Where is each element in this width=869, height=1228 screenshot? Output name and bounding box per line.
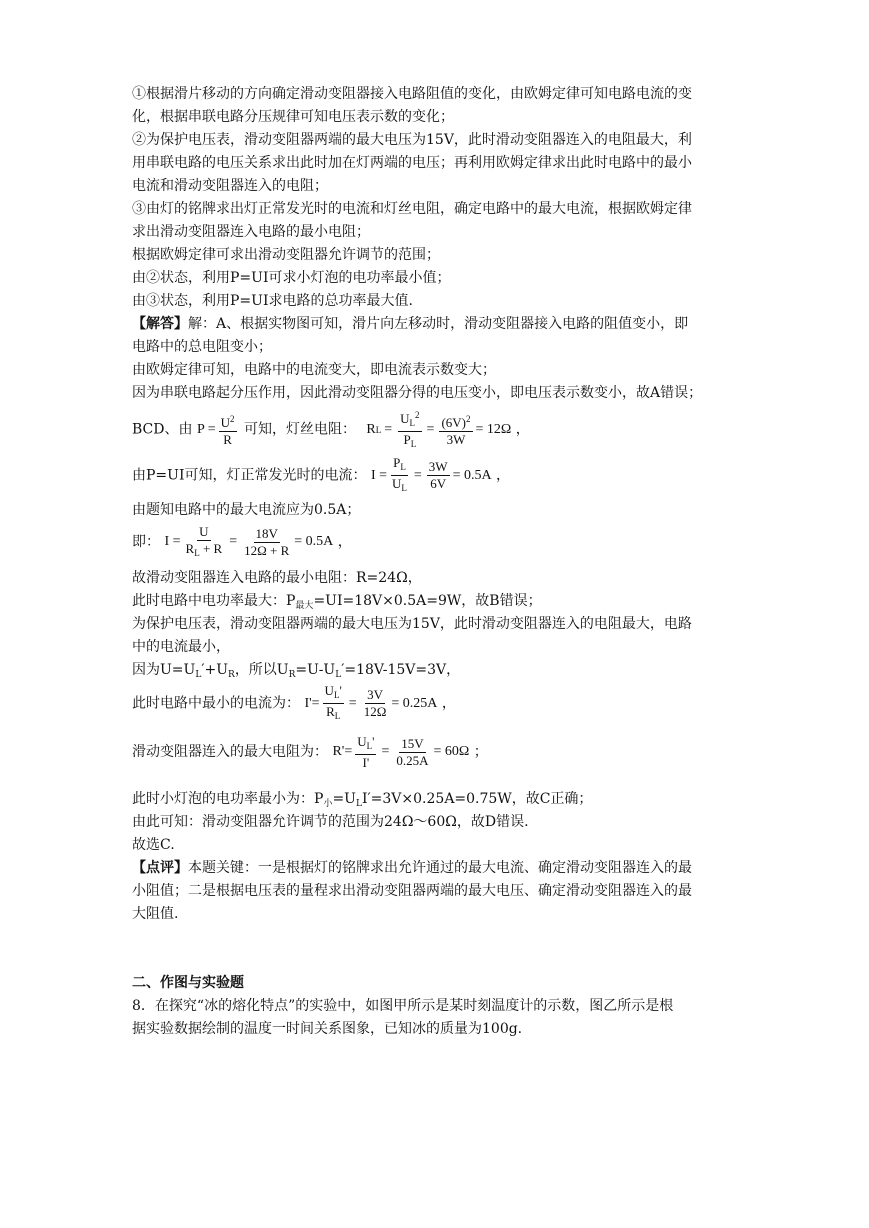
min-current-formula: I'= $\frac{U_L'}{R_L}$ = $\frac{3V}{12\Omega}$ = 0.25A — [304, 683, 438, 721]
analysis-line-3: ②为保护电压表，滑动变阻器两端的最大电压为15V，此时滑动变阻器连入的电阻最大，利 — [132, 132, 692, 148]
answer-line-14: 此时电路中最小的电流为： I'= $\frac{U_L'}{R_L}$ = $\frac{3V}{12\Omega}$ = 0.25A ， — [132, 683, 456, 721]
analysis-line-2: 化，根据串联电路分压规律可知电压表示数的变化； — [132, 109, 454, 125]
max-current-formula: I = $\frac{U}{R_L + R}$ = $\frac{18V}{12\Omega + R}$ = 0.5A — [164, 523, 334, 558]
max-resistance-formula: R'= $\frac{U_L'}{I'}$ = $\frac{15V}{0.25A}$ = 60Ω — [332, 733, 470, 770]
answer-line-17: 由此可知：滑动变阻器允许调节的范围为24Ω～60Ω，故D错误. — [132, 814, 529, 830]
answer-line-9: 故滑动变阻器连入电路的最小电阻：R=24Ω， — [132, 570, 422, 586]
answer-line-12: 中的电流最小， — [132, 639, 230, 655]
analysis-line-5: 电流和滑动变阻器连入的电阻； — [132, 178, 328, 194]
answer-line-2: 电路中的总电阻变小； — [132, 339, 272, 355]
filament-resistance-formula: R L = $\frac{U_L^2}{P_L}$ = $\frac{(6V)^2}{3W}$ = 12Ω — [366, 410, 512, 449]
question-8-line-1: 8．在探究“冰的熔化特点”的实验中，如图甲所示是某时刻温度计的示数，图乙所示是根 — [132, 998, 674, 1014]
answer-line-7: 由题知电路中的最大电流应为0.5A； — [132, 502, 361, 518]
answer-line-3: 由欧姆定律可知，电路中的电流变大，即电流表示数变大； — [132, 362, 496, 378]
answer-line-13: 因为$U=U_L'+U_R$，所以$U_R=U-U_L'=18V-15V=3V$， — [132, 662, 461, 680]
answer-line-15: 滑动变阻器连入的最大电阻为： R'= $\frac{U_L'}{I'}$ = $\frac{15V}{0.25A}$ = 60Ω ； — [132, 733, 488, 770]
answer-line-1: 【解答】解：A、根据实物图可知，滑片向左移动时，滑动变阻器接入电路的阻值变小，即 — [132, 316, 689, 332]
comment-line-2: 小阻值；二是根据电压表的量程求出滑动变阻器两端的最大电压、确定滑动变阻器连入的最 — [132, 883, 692, 899]
answer-tag: 【解答】 — [132, 316, 188, 332]
answer-line-16: 此时小灯泡的电功率最小为：$P_小=U_LI'=3V\times 0.25A=0.75W$，故C正确； — [132, 791, 593, 809]
answer-line-4: 因为串联电路起分压作用，因此滑动变阻器分得的电压变小，即电压表示数变小，故A错误； — [132, 385, 703, 401]
answer-line-6: 由P=UI可知，灯正常发光时的电流： I = $\frac{P_L}{U_L}$ = $\frac{3W}{6V}$ = 0.5A ， — [132, 455, 511, 493]
analysis-line-8: 根据欧姆定律可求出滑动变阻器允许调节的范围； — [132, 247, 440, 263]
answer-line-5: BCD、由 P = $\frac{U^2}{R}$ 可知，灯丝电阻： R L = $\frac{U_L^2}{P_L}$ = $\frac{(6V)^2}{3W}$ = 12Ω ， — [132, 410, 530, 449]
power-formula: P = $\frac{U^2}{R}$ — [196, 414, 235, 447]
answer-line-8: 即： I = $\frac{U}{R_L + R}$ = $\frac{18V}{12\Omega + R}$ = 0.5A ， — [132, 524, 352, 560]
analysis-line-10: 由③状态，利用P=UI求电路的总功率最大值. — [132, 293, 413, 309]
answer-line-11: 为保护电压表，滑动变阻器两端的最大电压为15V，此时滑动变阻器连入的电阻最大，电路 — [132, 616, 692, 632]
rated-current-formula: I = $\frac{P_L}{U_L}$ = $\frac{3W}{6V}$ = 0.5A — [370, 455, 492, 493]
analysis-line-4: 用串联电路的电压关系求出此时加在灯两端的电压；再利用欧姆定律求出此时电路中的最小 — [132, 155, 692, 171]
comment-line-3: 大阻值. — [132, 906, 179, 922]
section-heading: 二、作图与实验题 — [132, 975, 244, 991]
comment-tag: 【点评】 — [132, 860, 188, 876]
analysis-line-6: ③由灯的铭牌求出灯正常发光时的电流和灯丝电阻，确定电路中的最大电流，根据欧姆定律 — [132, 201, 692, 217]
question-8-line-2: 据实验数据绘制的温度一时间关系图象，已知冰的质量为100g. — [132, 1021, 523, 1037]
analysis-line-9: 由②状态，利用P=UI可求小灯泡的电功率最小值； — [132, 270, 451, 286]
analysis-line-7: 求出滑动变阻器连入电路的最小电阻； — [132, 224, 370, 240]
analysis-line-1: ①根据滑片移动的方向确定滑动变阻器接入电路阻值的变化，由欧姆定律可知电路电流的变 — [132, 86, 692, 102]
answer-line-18: 故选C. — [132, 837, 175, 853]
answer-line-10: 此时电路中电功率最大：$P_{最大}=UI=18V\times 0.5A=9W$，故B错误； — [132, 593, 542, 611]
comment-line-1: 【点评】本题关键：一是根据灯的铭牌求出允许通过的最大电流、确定滑动变阻器连入的最 — [132, 860, 692, 876]
